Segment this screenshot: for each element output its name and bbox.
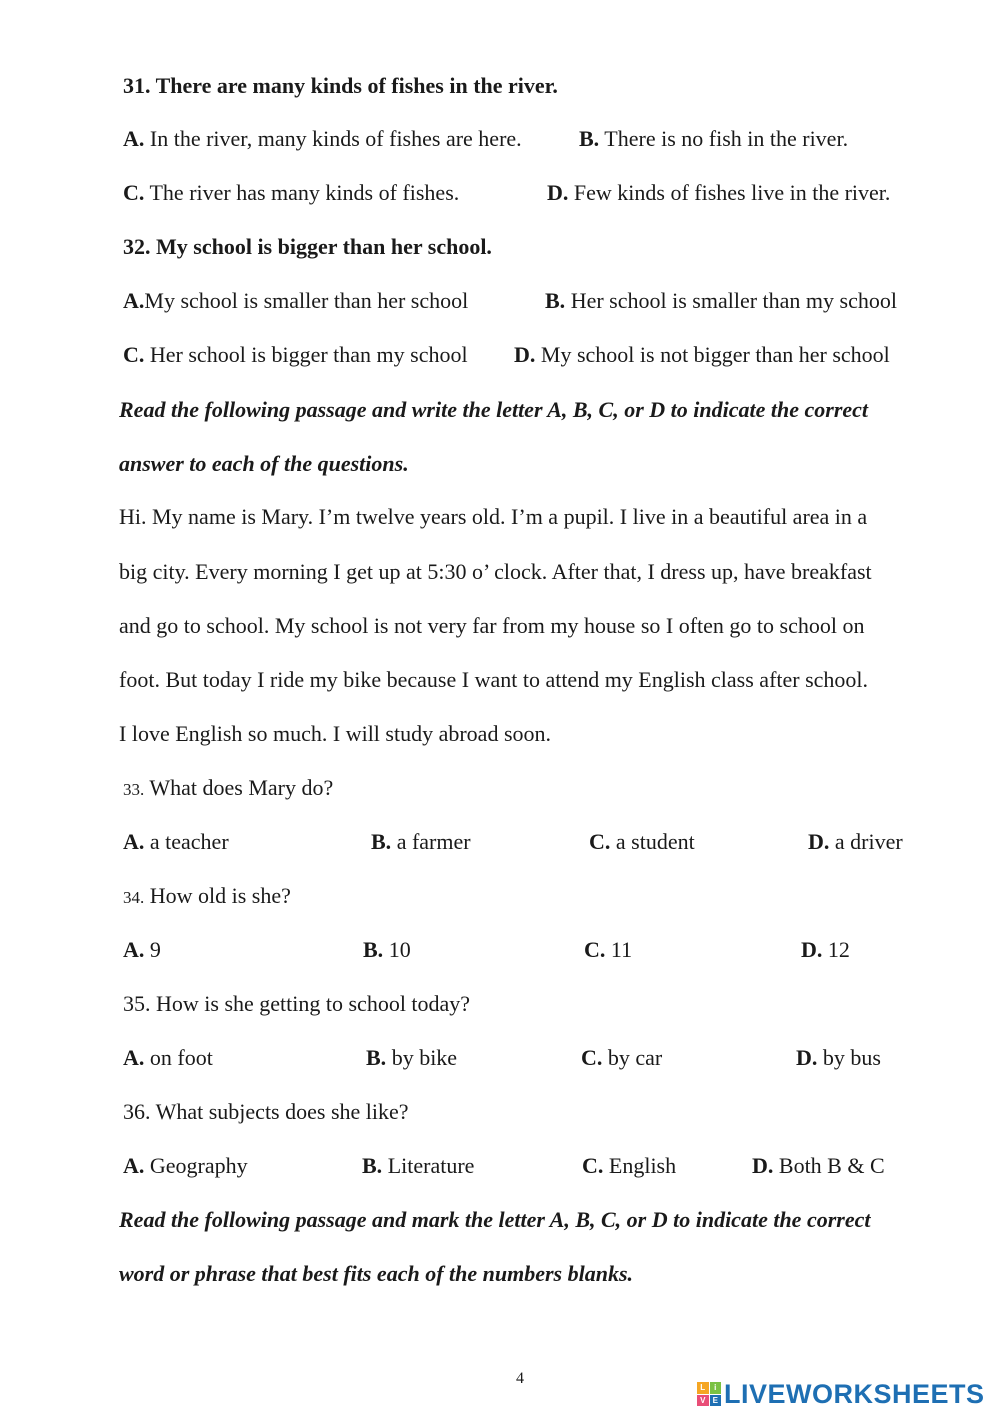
option-text: by bike [386,1045,458,1070]
passage-line: Hi. My name is Mary. I’m twelve years old. I’m a pupil. I live in a beautiful area in a [119,504,868,529]
option-letter: B. [362,1153,383,1178]
question-34-stem [123,882,291,912]
option-letter: D. [796,1045,818,1070]
logo-mark-letter: i [710,1382,722,1394]
logo-mark-letter: E [710,1395,722,1407]
option-letter: C. [581,1045,603,1070]
liveworksheets-logo-icon [697,1382,721,1406]
q34-option-b[interactable] [363,936,411,964]
q31-option-d[interactable] [547,179,890,207]
option-text: Her school is bigger than my school [144,342,468,367]
option-letter: C. [589,829,611,854]
option-text: a student [610,829,695,854]
q32-option-c[interactable] [123,341,468,369]
option-letter: A. [123,288,145,313]
option-text: 9 [144,937,161,962]
q36-option-b[interactable] [362,1152,474,1180]
option-letter: B. [579,126,600,151]
q32-option-d[interactable] [514,341,890,369]
q34-option-c[interactable] [584,936,632,964]
instruction-reading-line-1: Read the following passage and write the letter A, B, C, or D to indicate the correct [119,397,869,422]
page-number: 4 [516,1370,524,1387]
option-letter: D. [801,937,823,962]
q34-option-a[interactable] [123,936,161,964]
option-letter: B. [363,937,384,962]
q33-option-b[interactable] [371,828,471,856]
option-text: by car [602,1045,663,1070]
passage-line: I love English so much. I will study abroad soon. [119,721,552,746]
option-text: a farmer [391,829,471,854]
q35-option-b[interactable] [366,1044,457,1072]
option-text: Geography [144,1153,248,1178]
option-letter: A. [123,126,145,151]
option-text: on foot [144,1045,213,1070]
q31-option-c[interactable] [123,179,459,207]
question-33-stem [123,774,333,804]
q32-option-b[interactable] [545,287,897,315]
q34-option-d[interactable] [801,936,850,964]
option-text: 12 [822,937,850,962]
option-letter: B. [366,1045,387,1070]
option-text: Both B & C [773,1153,885,1178]
option-text: 11 [605,937,633,962]
q35-option-c[interactable] [581,1044,662,1072]
instruction-cloze-line-2: word or phrase that best fits each of the numbers blanks. [119,1261,634,1286]
option-letter: D. [808,829,830,854]
question-31-stem: 31. There are many kinds of fishes in the river. [123,73,558,98]
option-letter: A. [123,829,145,854]
q31-option-b[interactable] [579,125,848,153]
q36-option-d[interactable] [752,1152,885,1180]
q33-option-d[interactable] [808,828,903,856]
instruction-reading-line-2: answer to each of the questions. [119,451,409,476]
option-letter: C. [123,342,145,367]
option-letter: A. [123,1153,145,1178]
q32-option-a[interactable] [123,287,468,315]
option-text: The river has many kinds of fishes. [144,180,460,205]
option-text: Few kinds of fishes live in the river. [568,180,891,205]
question-text: What does Mary do? [144,775,334,800]
option-letter: B. [371,829,392,854]
passage-line: foot. But today I ride my bike because I want to attend my English class after school. [119,667,869,692]
option-text: My school is not bigger than her school [535,342,890,367]
q33-option-c[interactable] [589,828,695,856]
option-letter: A. [123,1045,145,1070]
instruction-cloze-line-1: Read the following passage and mark the letter A, B, C, or D to indicate the correct [119,1207,871,1232]
passage-line: and go to school. My school is not very far from my house so I often go to school on [119,613,865,638]
option-letter: A. [123,937,145,962]
q35-option-d[interactable] [796,1044,881,1072]
liveworksheets-logo[interactable] [697,1378,985,1410]
question-35-stem: 35. How is she getting to school today? [123,991,471,1016]
option-letter: C. [584,937,606,962]
logo-text: LIVEWORKSHEETS [724,1378,985,1409]
logo-mark-letter: V [697,1395,709,1407]
question-36-stem: 36. What subjects does she like? [123,1099,409,1124]
question-number: 33. [123,780,145,799]
option-letter: D. [547,180,569,205]
q36-option-c[interactable] [582,1152,676,1180]
option-text: My school is smaller than her school [144,288,469,313]
option-text: a teacher [144,829,229,854]
option-text: Literature [382,1153,475,1178]
q31-option-a[interactable] [123,125,522,153]
option-text: In the river, many kinds of fishes are here. [144,126,522,151]
q35-option-a[interactable] [123,1044,213,1072]
question-32-stem: 32. My school is bigger than her school. [123,234,492,259]
q36-option-a[interactable] [123,1152,248,1180]
option-text: There is no fish in the river. [599,126,849,151]
option-letter: B. [545,288,566,313]
option-text: English [603,1153,677,1178]
passage-line: big city. Every morning I get up at 5:30 o’ clock. After that, I dress up, have breakfast [119,559,872,584]
option-text: Her school is smaller than my school [565,288,897,313]
logo-mark-letter: L [697,1382,709,1394]
option-letter: C. [123,180,145,205]
option-letter: D. [514,342,536,367]
q33-option-a[interactable] [123,828,229,856]
option-text: 10 [383,937,411,962]
option-letter: C. [582,1153,604,1178]
option-text: by bus [817,1045,881,1070]
option-text: a driver [829,829,903,854]
option-letter: D. [752,1153,774,1178]
question-number: 34. [123,888,145,907]
question-text: How old is she? [144,883,291,908]
